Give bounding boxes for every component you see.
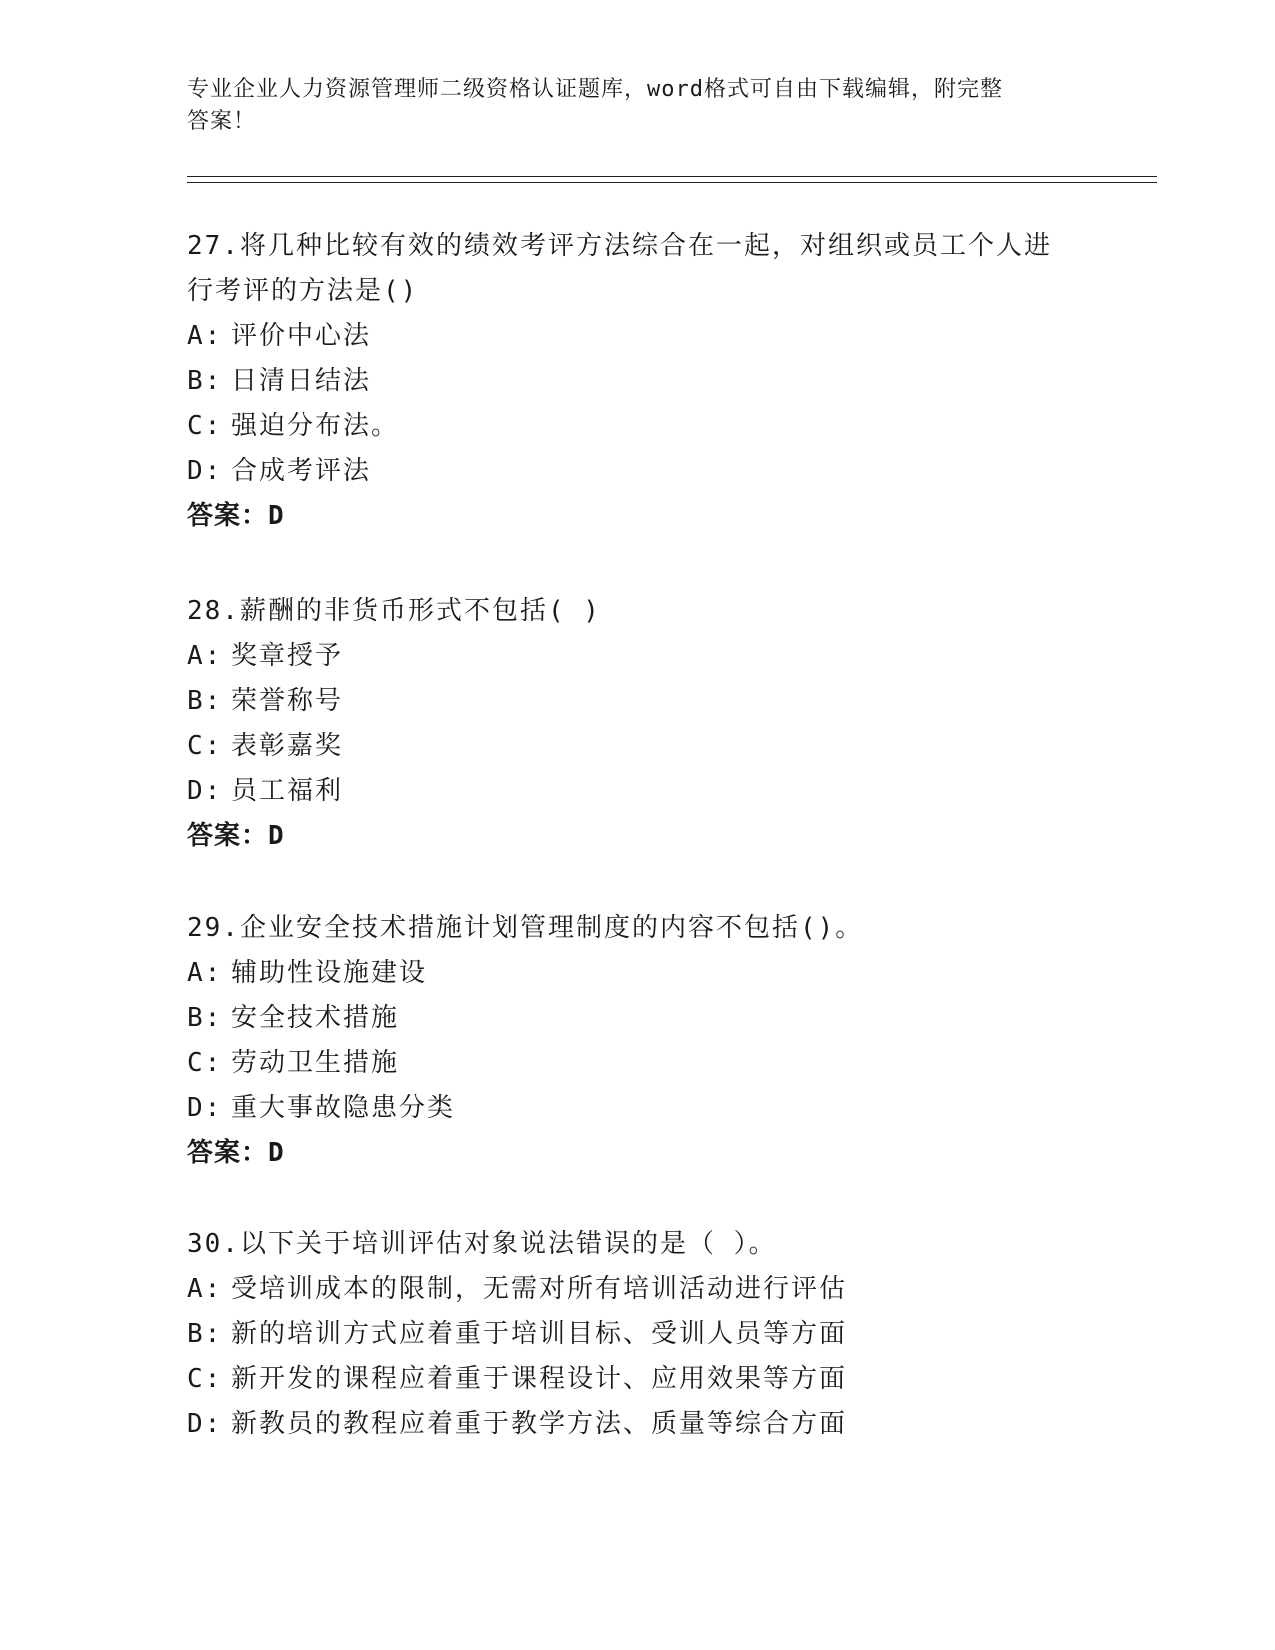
option-text: 受培训成本的限制，无需对所有培训活动进行评估 <box>231 1274 848 1304</box>
option-text: 奖章授予 <box>231 641 344 671</box>
option-key: A: <box>187 321 223 351</box>
question-stem: 30.以下关于培训评估对象说法错误的是（ ）。 <box>187 1229 777 1259</box>
answer-line: 答案：D <box>187 821 285 851</box>
option-text: 辅助性设施建设 <box>231 958 428 988</box>
option-d <box>187 449 1087 494</box>
question-stem: 28.薪酬的非货币形式不包括( ) <box>187 596 601 626</box>
header-divider-top <box>187 176 1157 177</box>
option-key: D: <box>187 456 223 486</box>
option-key: C: <box>187 731 223 761</box>
option-text: 强迫分布法。 <box>231 411 400 441</box>
option-key: C: <box>187 411 223 441</box>
option-key: B: <box>187 686 223 716</box>
option-text: 评价中心法 <box>231 321 372 351</box>
question-stem-continued: 行考评的方法是() <box>187 276 419 306</box>
option-text: 重大事故隐患分类 <box>231 1093 456 1123</box>
document-header <box>187 74 1087 138</box>
option-a <box>187 634 1087 679</box>
option-c <box>187 724 1087 769</box>
option-text: 新的培训方式应着重于培训目标、受训人员等方面 <box>231 1319 848 1349</box>
option-text: 新教员的教程应着重于教学方法、质量等综合方面 <box>231 1409 848 1439</box>
question-stem: 29.企业安全技术措施计划管理制度的内容不包括()。 <box>187 913 864 943</box>
option-key: D: <box>187 776 223 806</box>
option-text: 荣誉称号 <box>231 686 344 716</box>
question-30 <box>187 1222 1087 1447</box>
option-a <box>187 951 1087 996</box>
option-d <box>187 1402 1087 1447</box>
option-b <box>187 1312 1087 1357</box>
option-c <box>187 1041 1087 1086</box>
option-c <box>187 404 1087 449</box>
option-key: A: <box>187 958 223 988</box>
option-b <box>187 359 1087 404</box>
option-b <box>187 679 1087 724</box>
header-line-1: 专业企业人力资源管理师二级资格认证题库，word格式可自由下载编辑，附完整 <box>187 77 1003 102</box>
option-text: 新开发的课程应着重于课程设计、应用效果等方面 <box>231 1364 848 1394</box>
option-key: C: <box>187 1048 223 1078</box>
option-b <box>187 996 1087 1041</box>
option-a <box>187 314 1087 359</box>
option-key: C: <box>187 1364 223 1394</box>
question-29 <box>187 906 1087 1176</box>
option-d <box>187 769 1087 814</box>
question-28 <box>187 589 1087 859</box>
answer-line: 答案：D <box>187 501 285 531</box>
option-key: B: <box>187 1003 223 1033</box>
option-key: A: <box>187 641 223 671</box>
option-key: D: <box>187 1093 223 1123</box>
option-d <box>187 1086 1087 1131</box>
option-text: 安全技术措施 <box>231 1003 400 1033</box>
option-key: B: <box>187 1319 223 1349</box>
header-divider-bottom <box>187 182 1157 183</box>
option-text: 表彰嘉奖 <box>231 731 344 761</box>
option-key: B: <box>187 366 223 396</box>
option-text: 合成考评法 <box>231 456 372 486</box>
question-27 <box>187 224 1087 539</box>
option-text: 日清日结法 <box>231 366 372 396</box>
option-key: D: <box>187 1409 223 1439</box>
question-stem: 27.将几种比较有效的绩效考评方法综合在一起，对组织或员工个人进 <box>187 231 1052 261</box>
answer-line: 答案：D <box>187 1138 285 1168</box>
option-text: 劳动卫生措施 <box>231 1048 400 1078</box>
option-key: A: <box>187 1274 223 1304</box>
option-c <box>187 1357 1087 1402</box>
option-a <box>187 1267 1087 1312</box>
header-line-2: 答案！ <box>187 109 257 134</box>
option-text: 员工福利 <box>231 776 344 806</box>
